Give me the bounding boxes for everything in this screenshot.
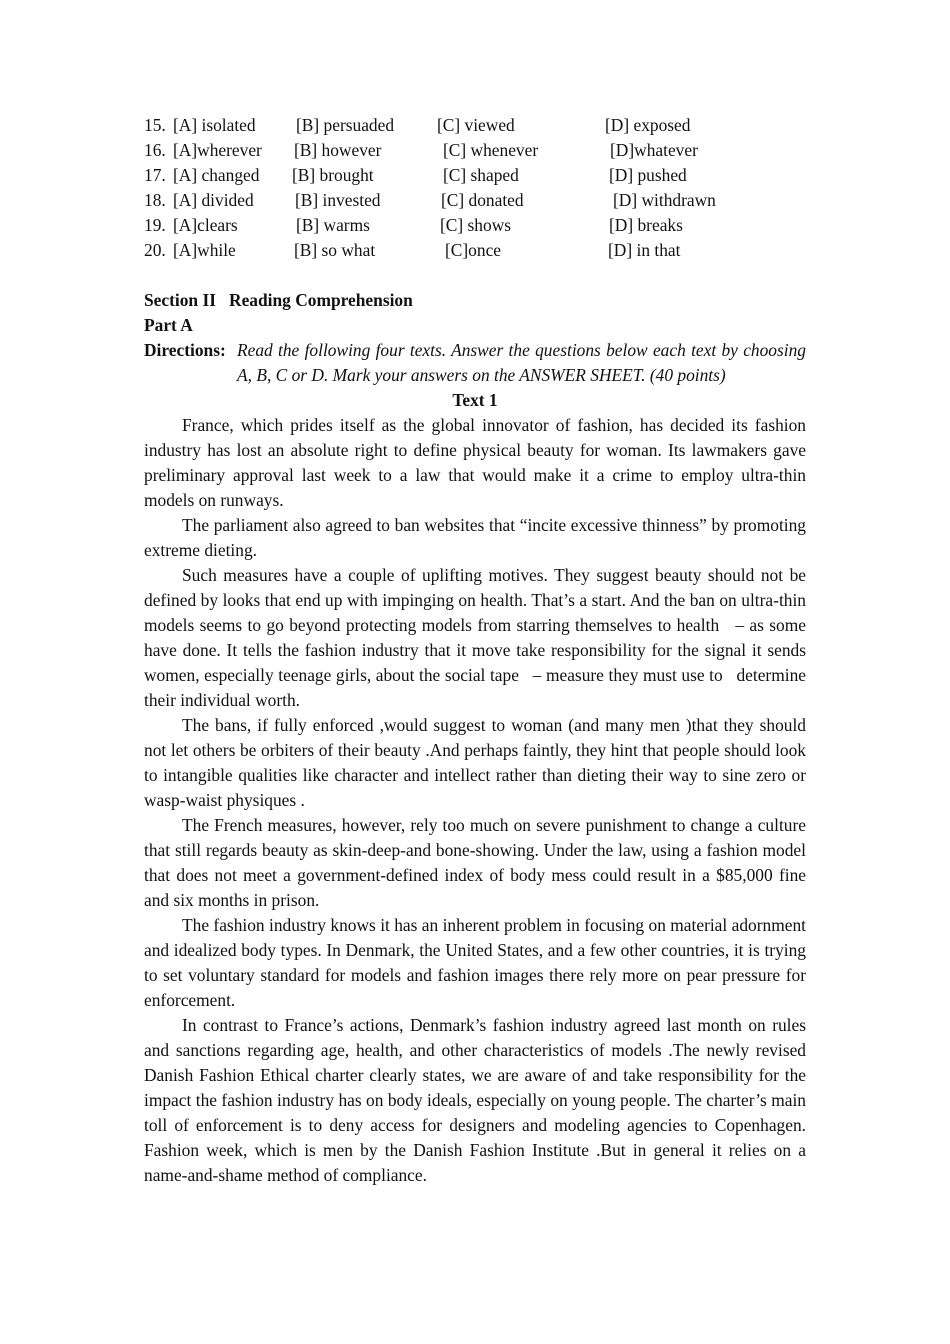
paragraph: The parliament also agreed to ban websites that “incite excessive thinness” by promoting extreme dieting. bbox=[144, 515, 806, 560]
option-a: [A] isolated bbox=[173, 115, 256, 135]
option-a: [A]wherever bbox=[173, 140, 262, 160]
paragraph: The bans, if fully enforced ,would suggest to woman (and many men )that they should not let others be orbiters of their beauty .And perhaps faintly, they hint that people should look to intangible qualities like character and intellect rather than dieting their way to sine zero or wasp-waist physiques . bbox=[144, 715, 806, 810]
question-number: 18. bbox=[144, 190, 166, 210]
option-c: [C] viewed bbox=[437, 115, 515, 135]
spacer bbox=[144, 263, 806, 288]
option-c: [C]once bbox=[445, 240, 502, 260]
paragraph: France, which prides itself as the global innovator of fashion, has decided its fashion industry has lost an absolute right to define physical beauty for woman. Its lawmakers gave preliminary approval last week to a law that would make it a crime to employ ultra-thin models on runways. bbox=[144, 415, 806, 510]
option-d: [D]whatever bbox=[610, 140, 698, 160]
option-d: [D] breaks bbox=[609, 215, 683, 235]
paragraph: The fashion industry knows it has an inherent problem in focusing on material adornment and idealized body types. In Denmark, the United States, and a few other countries, it is trying to set voluntary standard for models and fashion images there rely more on pear pressure for enforcement. bbox=[144, 915, 806, 1010]
question-number: 15. bbox=[144, 115, 166, 135]
document-page bbox=[144, 113, 806, 1188]
option-b: [B] invested bbox=[295, 190, 381, 210]
option-row-20 bbox=[144, 238, 806, 263]
option-d: [D] pushed bbox=[609, 165, 687, 185]
option-b: [B] brought bbox=[292, 165, 374, 185]
option-b: [B] however bbox=[294, 140, 382, 160]
option-row-18 bbox=[144, 188, 806, 213]
option-d: [D] in that bbox=[608, 240, 681, 260]
option-b: [B] warms bbox=[296, 215, 370, 235]
part-title: Part A bbox=[144, 315, 193, 335]
option-d: [D] withdrawn bbox=[613, 190, 716, 210]
option-c: [C] whenever bbox=[443, 140, 539, 160]
paragraph: Such measures have a couple of uplifting motives. They suggest beauty should not be defined by looks that end up with impinging on health. That’s a start. And the ban on ultra-thin models seems to go beyond protecting models from starring themselves to health – as some have done. It tells the fashion industry that it move take responsibility for the signal it sends women, especially teenage girls, about the social tape – measure they must use to determine their individual worth. bbox=[144, 565, 806, 710]
option-c: [C] donated bbox=[441, 190, 524, 210]
option-row-16 bbox=[144, 138, 806, 163]
option-row-17 bbox=[144, 163, 806, 188]
option-a: [A] divided bbox=[173, 190, 254, 210]
section-title: Section II Reading Comprehension bbox=[144, 290, 413, 310]
option-a: [A]clears bbox=[173, 215, 238, 235]
option-row-19 bbox=[144, 213, 806, 238]
paragraph: The French measures, however, rely too much on severe punishment to change a culture that still regards beauty as skin-deep-and bone-showing. Under the law, using a fashion model that does not meet a government-defined index of body mess could result in a $85,000 fine and six months in prison. bbox=[144, 815, 806, 910]
question-number: 19. bbox=[144, 215, 166, 235]
option-c: [C] shaped bbox=[443, 165, 519, 185]
question-number: 16. bbox=[144, 140, 166, 160]
text-title: Text 1 bbox=[452, 390, 498, 410]
option-row-15 bbox=[144, 113, 806, 138]
question-number: 20. bbox=[144, 240, 166, 260]
option-c: [C] shows bbox=[440, 215, 512, 235]
option-a: [A]while bbox=[173, 240, 236, 260]
directions-label: Directions: bbox=[144, 340, 226, 360]
directions bbox=[144, 338, 806, 388]
option-b: [B] persuaded bbox=[296, 115, 395, 135]
option-d: [D] exposed bbox=[605, 115, 691, 135]
answer-options bbox=[144, 113, 806, 263]
directions-text: Read the following four texts. Answer the questions below each text by choosing A, B, C or D. Mark your answers on the ANSWER SHEET. (40 points) bbox=[237, 340, 806, 385]
passage bbox=[144, 413, 806, 1188]
question-number: 17. bbox=[144, 165, 166, 185]
paragraph: In contrast to France’s actions, Denmark’s fashion industry agreed last month on rules and sanctions regarding age, health, and other characteristics of models .The newly revised Danish Fashion Ethical charter clearly states, we are aware of and take responsibility for the impact the fashion industry has on body ideals, especially on young people. The charter’s main toll of enforcement is to deny access for designers and modeling agencies to Copenhagen. Fashion week, which is men by the Danish Fashion Institute .But in general it relies on a name-and-shame method of compliance. bbox=[144, 1015, 806, 1185]
option-b: [B] so what bbox=[294, 240, 376, 260]
option-a: [A] changed bbox=[173, 165, 260, 185]
